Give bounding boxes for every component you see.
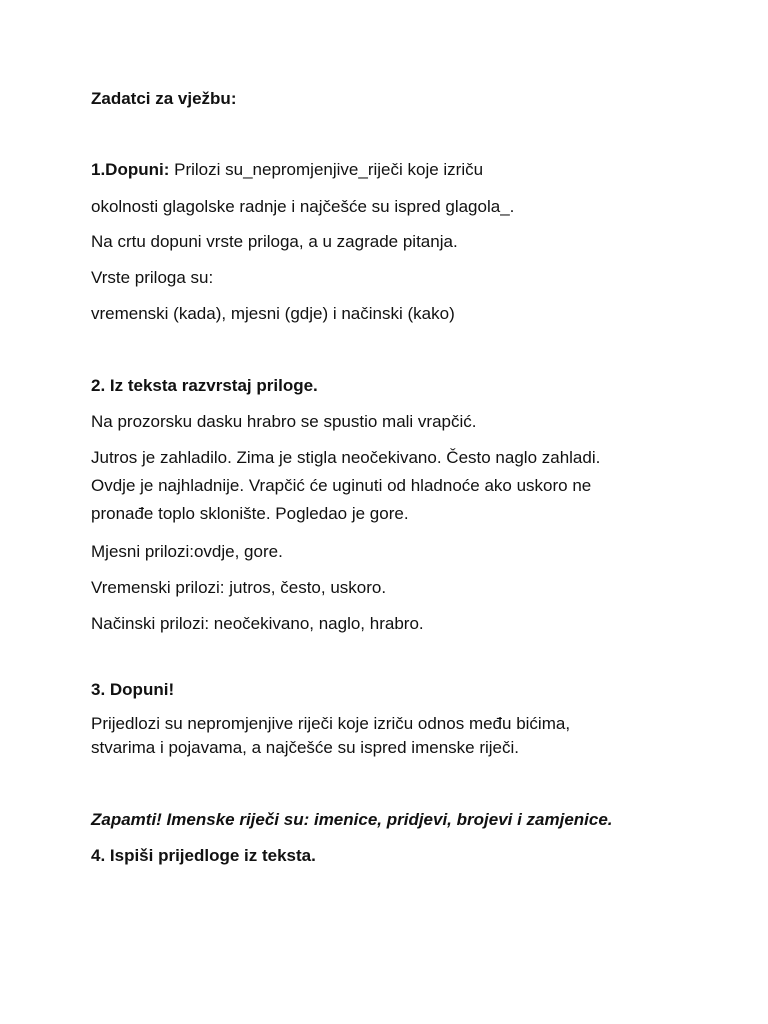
task4-heading: 4. Ispiši prijedloge iz teksta. xyxy=(91,846,316,865)
task2-text-line: Ovdje je najhladnije. Vrapčić će uginuti od hladnoće ako uskoro ne xyxy=(91,476,592,495)
task2-heading: 2. Iz teksta razvrstaj priloge. xyxy=(91,376,318,395)
task3-line: stvarima i pojavama, a najčešće su ispred imenske riječi. xyxy=(91,738,520,757)
task2-answer-mjesni: Mjesni prilozi:ovdje, gore. xyxy=(91,542,283,561)
remember-note: Zapamti! Imenske riječi su: imenice, pridjevi, brojevi i zamjenice. xyxy=(91,810,613,829)
task2-text-line: Jutros je zahladilo. Zima je stigla neočekivano. Često naglo zahladi. xyxy=(91,448,601,467)
task1-line1-text: Prilozi su_nepromjenjive_riječi koje izriču xyxy=(169,160,484,179)
page-title: Zadatci za vježbu: xyxy=(91,89,237,108)
task2-text-line: Na prozorsku dasku hrabro se spustio mali vrapčić. xyxy=(91,412,477,431)
task1-label: 1.Dopuni: xyxy=(91,160,170,179)
task1-line4: Vrste priloga su: xyxy=(91,268,214,287)
task2-answer-vremenski: Vremenski prilozi: jutros, često, uskoro. xyxy=(91,578,387,597)
task1-line1 xyxy=(91,159,483,181)
task1-line3: Na crtu dopuni vrste priloga, a u zagrade pitanja. xyxy=(91,232,458,251)
task2-text-line: pronađe toplo sklonište. Pogledao je gore. xyxy=(91,504,409,523)
task1-line5: vremenski (kada), mjesni (gdje) i načinski (kako) xyxy=(91,304,455,323)
task3-heading: 3. Dopuni! xyxy=(91,680,175,699)
task3-line: Prijedlozi su nepromjenjive riječi koje izriču odnos među bićima, xyxy=(91,714,571,733)
task1-line2: okolnosti glagolske radnje i najčešće su ispred glagola_. xyxy=(91,197,515,216)
task2-answer-nacinski: Načinski prilozi: neočekivano, naglo, hrabro. xyxy=(91,614,424,633)
